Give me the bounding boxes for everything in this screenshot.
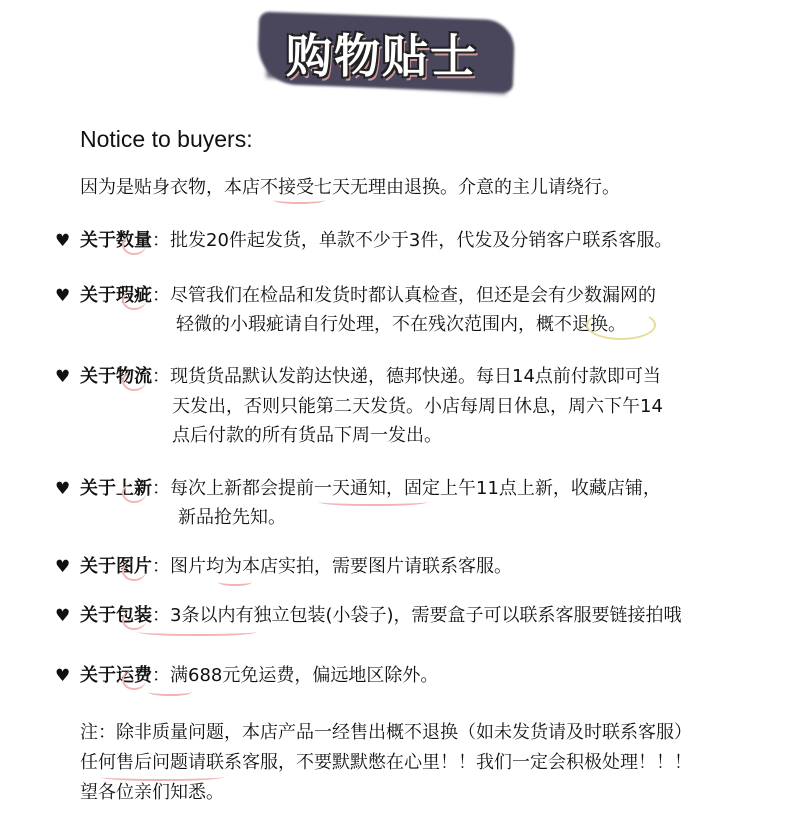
item-text: 轻微的小瑕疵请自行处理，不在残次范围内，概不退换。 [176,314,626,335]
notice-heading: Notice to buyers: [80,126,253,152]
item-text: 批发20件起发货，单款不少于3件，代发及分销客户联系客服。 [170,230,673,251]
list-item-pictures [80,555,512,579]
item-text: 新品抢先知。 [178,507,286,528]
colon: ： [152,285,170,306]
page-title: 购物贴士 [286,29,478,83]
item-label: 关于上新 [80,478,152,499]
list-item-defects [80,284,656,308]
item-text: 3条以内有独立包装(小袋子)，需要盒子可以联系客服要链接拍哦 [170,605,682,626]
item-label: 关于物流 [80,366,152,387]
item-label: 关于图片 [80,556,152,577]
heart-icon: ♥ [55,367,71,387]
heart-icon: ♥ [55,557,71,577]
list-item-packaging [80,604,682,628]
circle-decoration [586,310,656,340]
item-label: 关于数量 [80,230,152,251]
list-item-logistics [80,365,661,389]
colon: ： [152,605,170,626]
list-item-shipping-fee [80,664,438,688]
note-text: 望各位亲们知悉。 [80,782,224,803]
underline-decoration [137,628,257,636]
item-text: 点后付款的所有货品下周一发出。 [172,425,442,446]
item-text: 每次上新都会提前一天通知，固定上午11点上新，收藏店铺， [170,478,661,499]
note-text: 任何售后问题请联系客服，不要默默憋在心里！！我们一定会积极处理！！！ [80,752,692,773]
underline-decoration [100,773,224,781]
colon: ： [152,665,170,686]
heart-icon: ♥ [55,666,71,686]
item-text: 图片均为本店实拍，需要图片请联系客服。 [170,556,512,577]
underline-decoration [218,578,252,586]
item-text: 尽管我们在检品和发货时都认真检查，但还是会有少数漏网的 [170,285,656,306]
intro-text: 因为是贴身衣物，本店不接受七天无理由退换。介意的主儿请绕行。 [80,177,620,198]
underline-decoration [318,498,428,506]
heart-icon: ♥ [55,606,71,626]
item-text: 满688元免运费，偏远地区除外。 [170,665,439,686]
item-label: 关于运费 [80,665,152,686]
underline-decoration [273,196,325,204]
colon: ： [152,366,170,387]
heart-icon: ♥ [55,231,71,251]
heart-icon: ♥ [55,286,71,306]
item-label: 关于瑕疵 [80,285,152,306]
colon: ： [152,556,170,577]
colon: ： [152,478,170,499]
colon: ： [152,230,170,251]
note-text: 注：除非质量问题，本店产品一经售出概不退换（如未发货请及时联系客服） [80,722,692,743]
list-item-quantity [80,229,672,253]
heart-icon: ♥ [55,479,71,499]
item-text: 天发出，否则只能第二天发货。小店每周日休息，周六下午14 [172,396,663,417]
item-text: 现货货品默认发韵达快递，德邦快递。每日14点前付款即可当 [170,366,661,387]
item-label: 关于包装 [80,605,152,626]
underline-decoration [148,688,192,696]
